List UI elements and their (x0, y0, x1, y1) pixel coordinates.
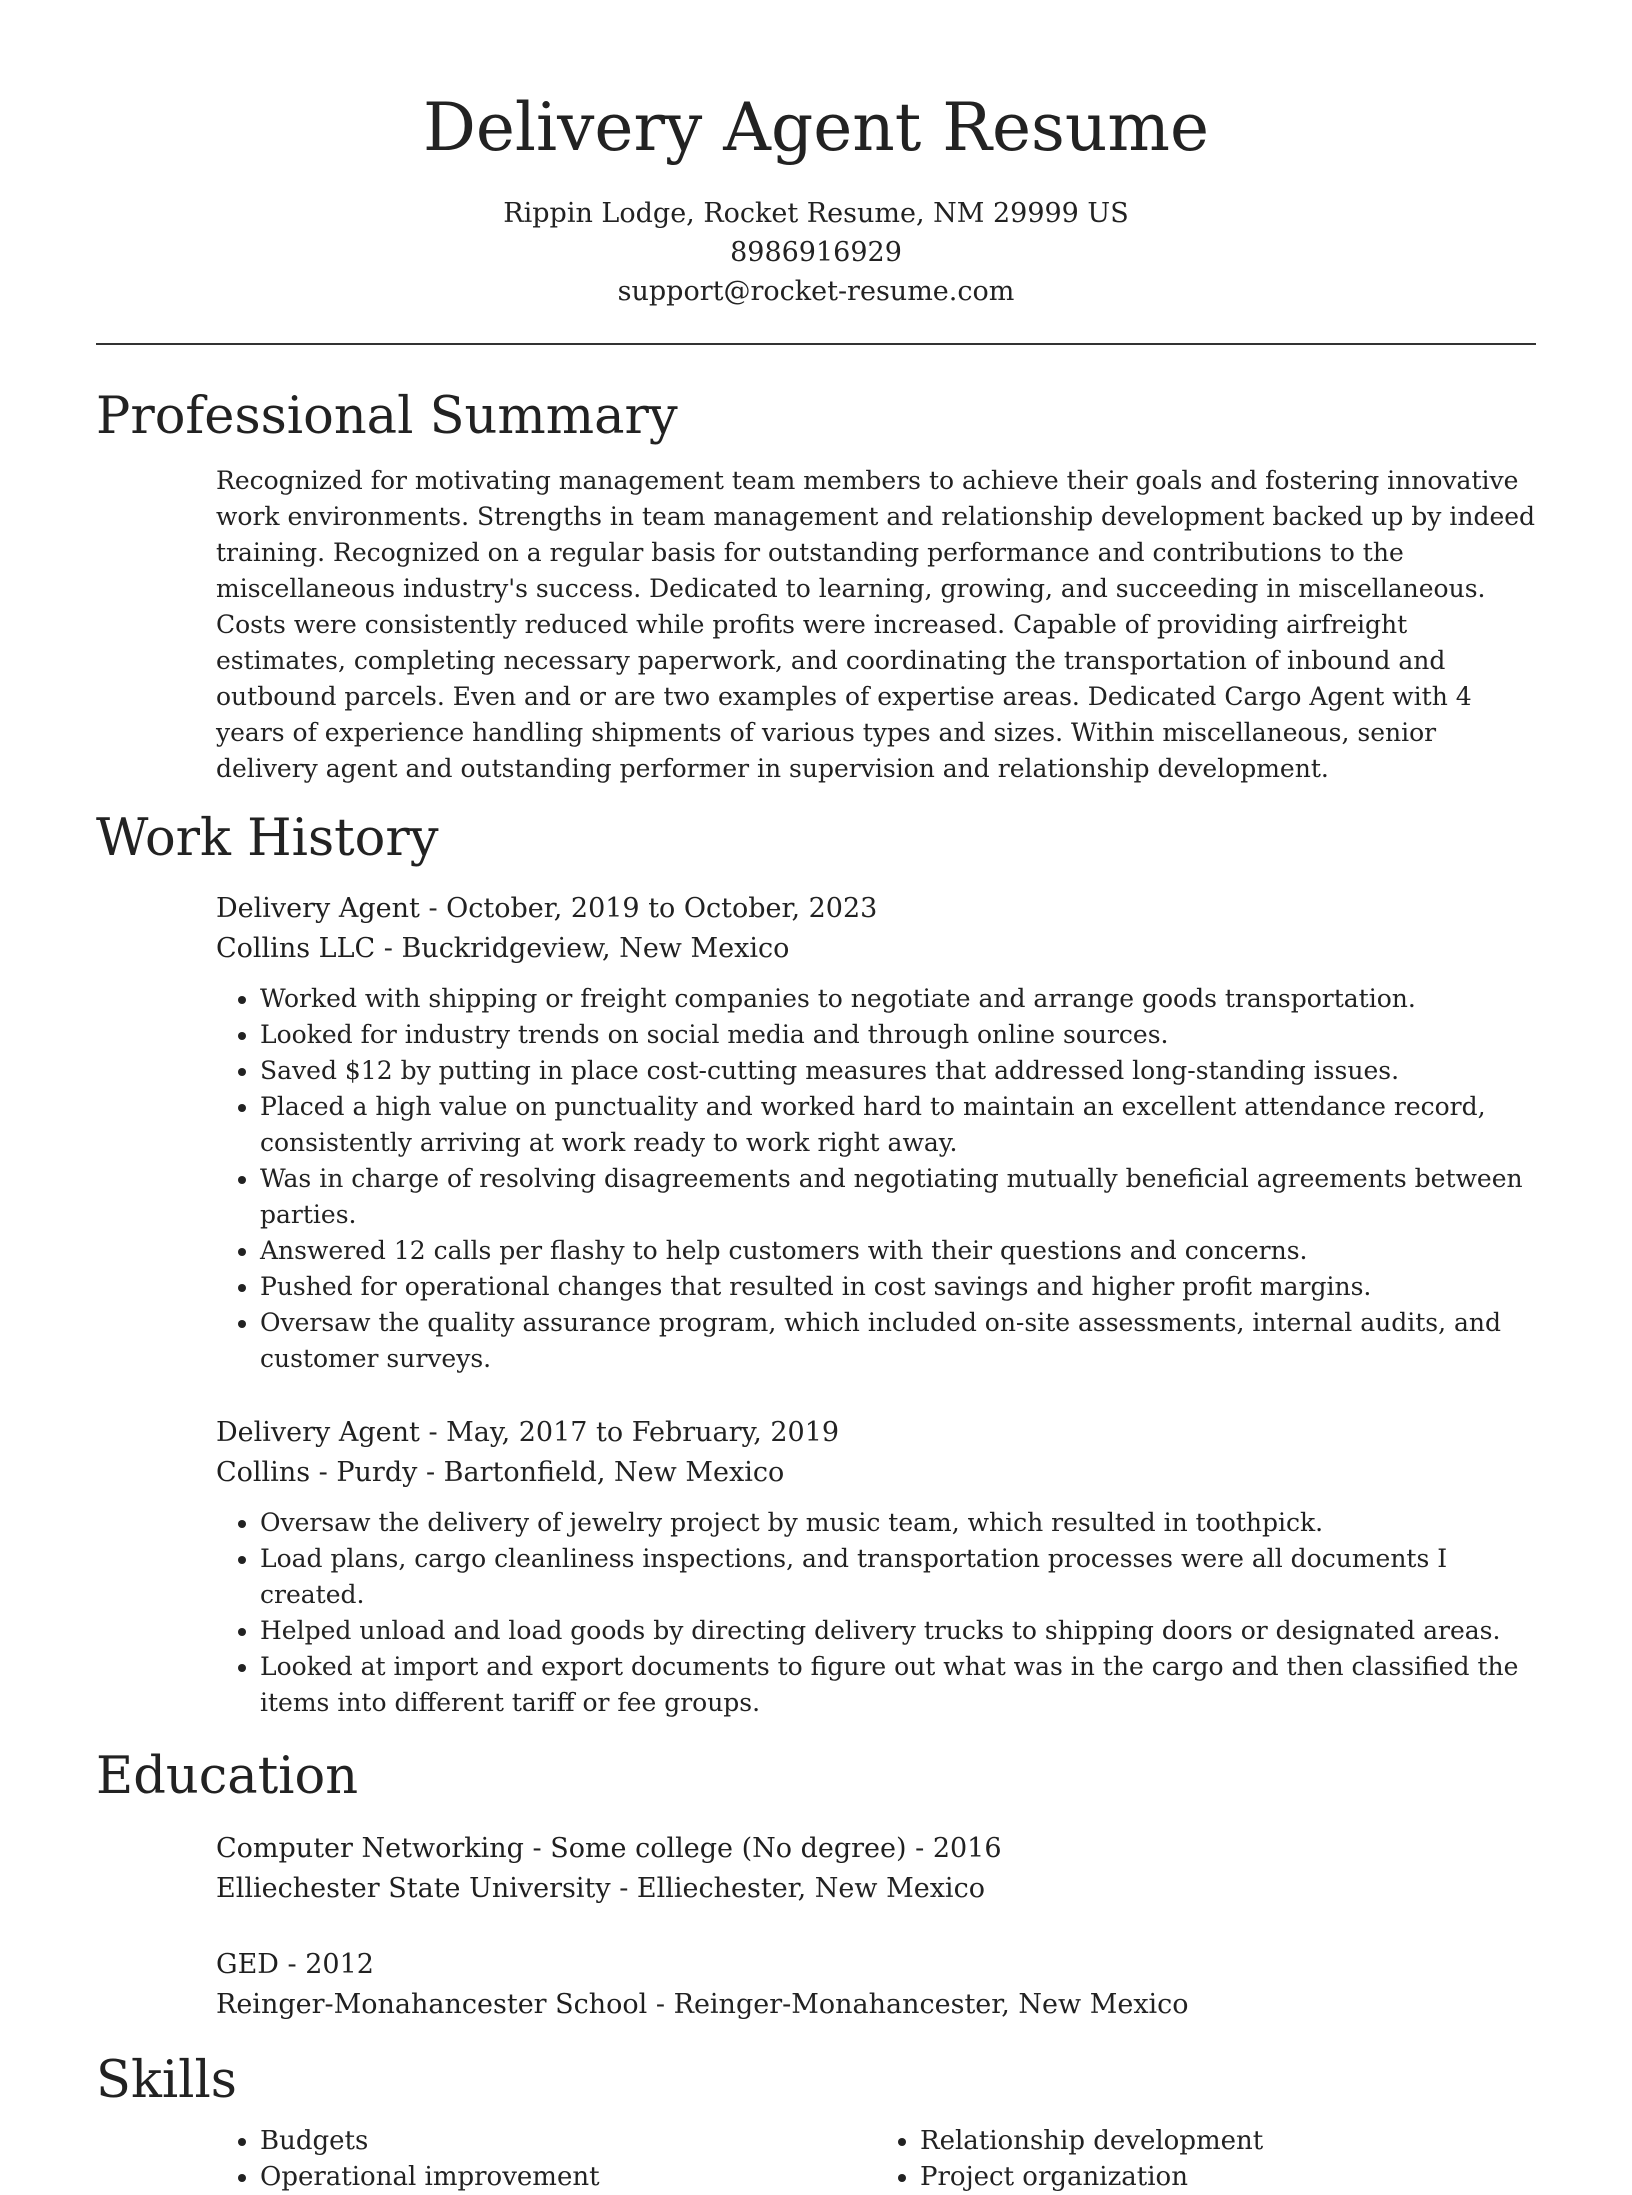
job-dates: - October, 2019 to October, 2023 (419, 893, 878, 924)
degree: Computer Networking - Some college (No degree) (216, 1833, 907, 1864)
degree: GED (216, 1949, 279, 1980)
job-location: - Bartonfield, New Mexico (417, 1457, 785, 1488)
school-location: - Elliechester, New Mexico (610, 1873, 985, 1904)
degree-year: - 2016 (906, 1833, 1002, 1864)
summary-text: Recognized for motivating management team members to achieve their goals and fostering innovative work environments. Strengths in team management and relationship development backed up by indeed training. Recognized on a regular basis for outstanding performance and contributions to the miscellaneous industry's success. Dedicated to learning, growing, and succeeding in miscellaneous. Costs were consistently reduced while profits were increased. Capable of providing airfreight estimates, completing necessary paperwork, and coordinating the transportation of inbound and outbound parcels. Even and or are two examples of expertise areas. Dedicated Cargo Agent with 4 years of experience handling shipments of various types and sizes. Within miscellaneous, senior delivery agent and outstanding performer in supervision and relationship development. (216, 466, 1536, 783)
resume-page (96, 0, 1536, 2195)
education-section (96, 1747, 1536, 2025)
job-company-line (216, 929, 1536, 969)
list-item: • Looked for industry trends on social media and through online sources. (260, 1017, 1536, 1053)
summary-heading: Professional Summary (96, 387, 678, 446)
list-item: • Oversaw the quality assurance program, which included on-site assessments, internal audits, and customer surveys. (260, 1305, 1536, 1377)
skills-heading: Skills (96, 2051, 237, 2110)
job-entry (216, 889, 1536, 1377)
contact-phone: 8986916929 (730, 237, 902, 268)
summary-section (96, 387, 1536, 787)
contact-info (96, 194, 1536, 311)
job-company-line (216, 1453, 1536, 1493)
list-item: • Saved $12 by putting in place cost-cutting measures that addressed long-standing issues. (260, 1053, 1536, 1089)
education-entry (216, 1945, 1536, 2025)
school-name: Elliechester State University (216, 1873, 611, 1904)
job-title: Delivery Agent (216, 1417, 420, 1448)
degree-line (216, 1829, 1536, 1869)
job-dates: - May, 2017 to February, 2019 (419, 1417, 840, 1448)
skill-item: • Budgets (260, 2123, 876, 2159)
list-item: • Pushed for operational changes that resulted in cost savings and higher profit margins. (260, 1269, 1536, 1305)
school-location: - Reinger-Monahancester, New Mexico (647, 1989, 1189, 2020)
degree-year: - 2012 (278, 1949, 374, 1980)
job-title-line (216, 889, 1536, 929)
job-bullets (216, 1505, 1536, 1721)
job-entry (216, 1413, 1536, 1721)
skill-item: • Relationship development (920, 2123, 1536, 2159)
contact-address: Rippin Lodge, Rocket Resume, NM 29999 US (503, 198, 1129, 229)
school-line (216, 1869, 1536, 1909)
work-history-heading: Work History (96, 809, 439, 868)
skills-section (96, 2051, 1536, 2195)
skills-column-right (876, 2123, 1536, 2195)
work-history-section (96, 809, 1536, 1721)
list-item: • Looked at import and export documents to figure out what was in the cargo and then classified the items into different tariff or fee groups. (260, 1649, 1536, 1721)
skill-item: • Operational improvement (260, 2159, 876, 2195)
header-divider (96, 343, 1536, 345)
resume-header (96, 0, 1536, 345)
list-item: • Was in charge of resolving disagreements and negotiating mutually beneficial agreements between parties. (260, 1161, 1536, 1233)
job-company: Collins - Purdy (216, 1457, 418, 1488)
job-location: - Buckridgeview, New Mexico (375, 933, 790, 964)
job-title: Delivery Agent (216, 893, 420, 924)
job-title-line (216, 1413, 1536, 1453)
skill-item: • Project organization (920, 2159, 1536, 2195)
list-item: • Worked with shipping or freight companies to negotiate and arrange goods transportation. (260, 981, 1536, 1017)
list-item: • Placed a high value on punctuality and worked hard to maintain an excellent attendance record, consistently arriving at work ready to work right away. (260, 1089, 1536, 1161)
school-name: Reinger-Monahancester School (216, 1989, 648, 2020)
skills-column-left (216, 2123, 876, 2195)
education-entry (216, 1829, 1536, 1909)
school-line (216, 1985, 1536, 2025)
job-company: Collins LLC (216, 933, 376, 964)
degree-line (216, 1945, 1536, 1985)
education-heading: Education (96, 1747, 359, 1806)
list-item: • Load plans, cargo cleanliness inspections, and transportation processes were all documents I created. (260, 1541, 1536, 1613)
contact-email: support@rocket-resume.com (617, 276, 1015, 307)
list-item: • Helped unload and load goods by directing delivery trucks to shipping doors or designated areas. (260, 1613, 1536, 1649)
page-title: Delivery Agent Resume (422, 89, 1210, 166)
list-item: • Oversaw the delivery of jewelry project by music team, which resulted in toothpick. (260, 1505, 1536, 1541)
job-bullets (216, 981, 1536, 1377)
skills-grid (216, 2123, 1536, 2195)
list-item: • Answered 12 calls per flashy to help customers with their questions and concerns. (260, 1233, 1536, 1269)
